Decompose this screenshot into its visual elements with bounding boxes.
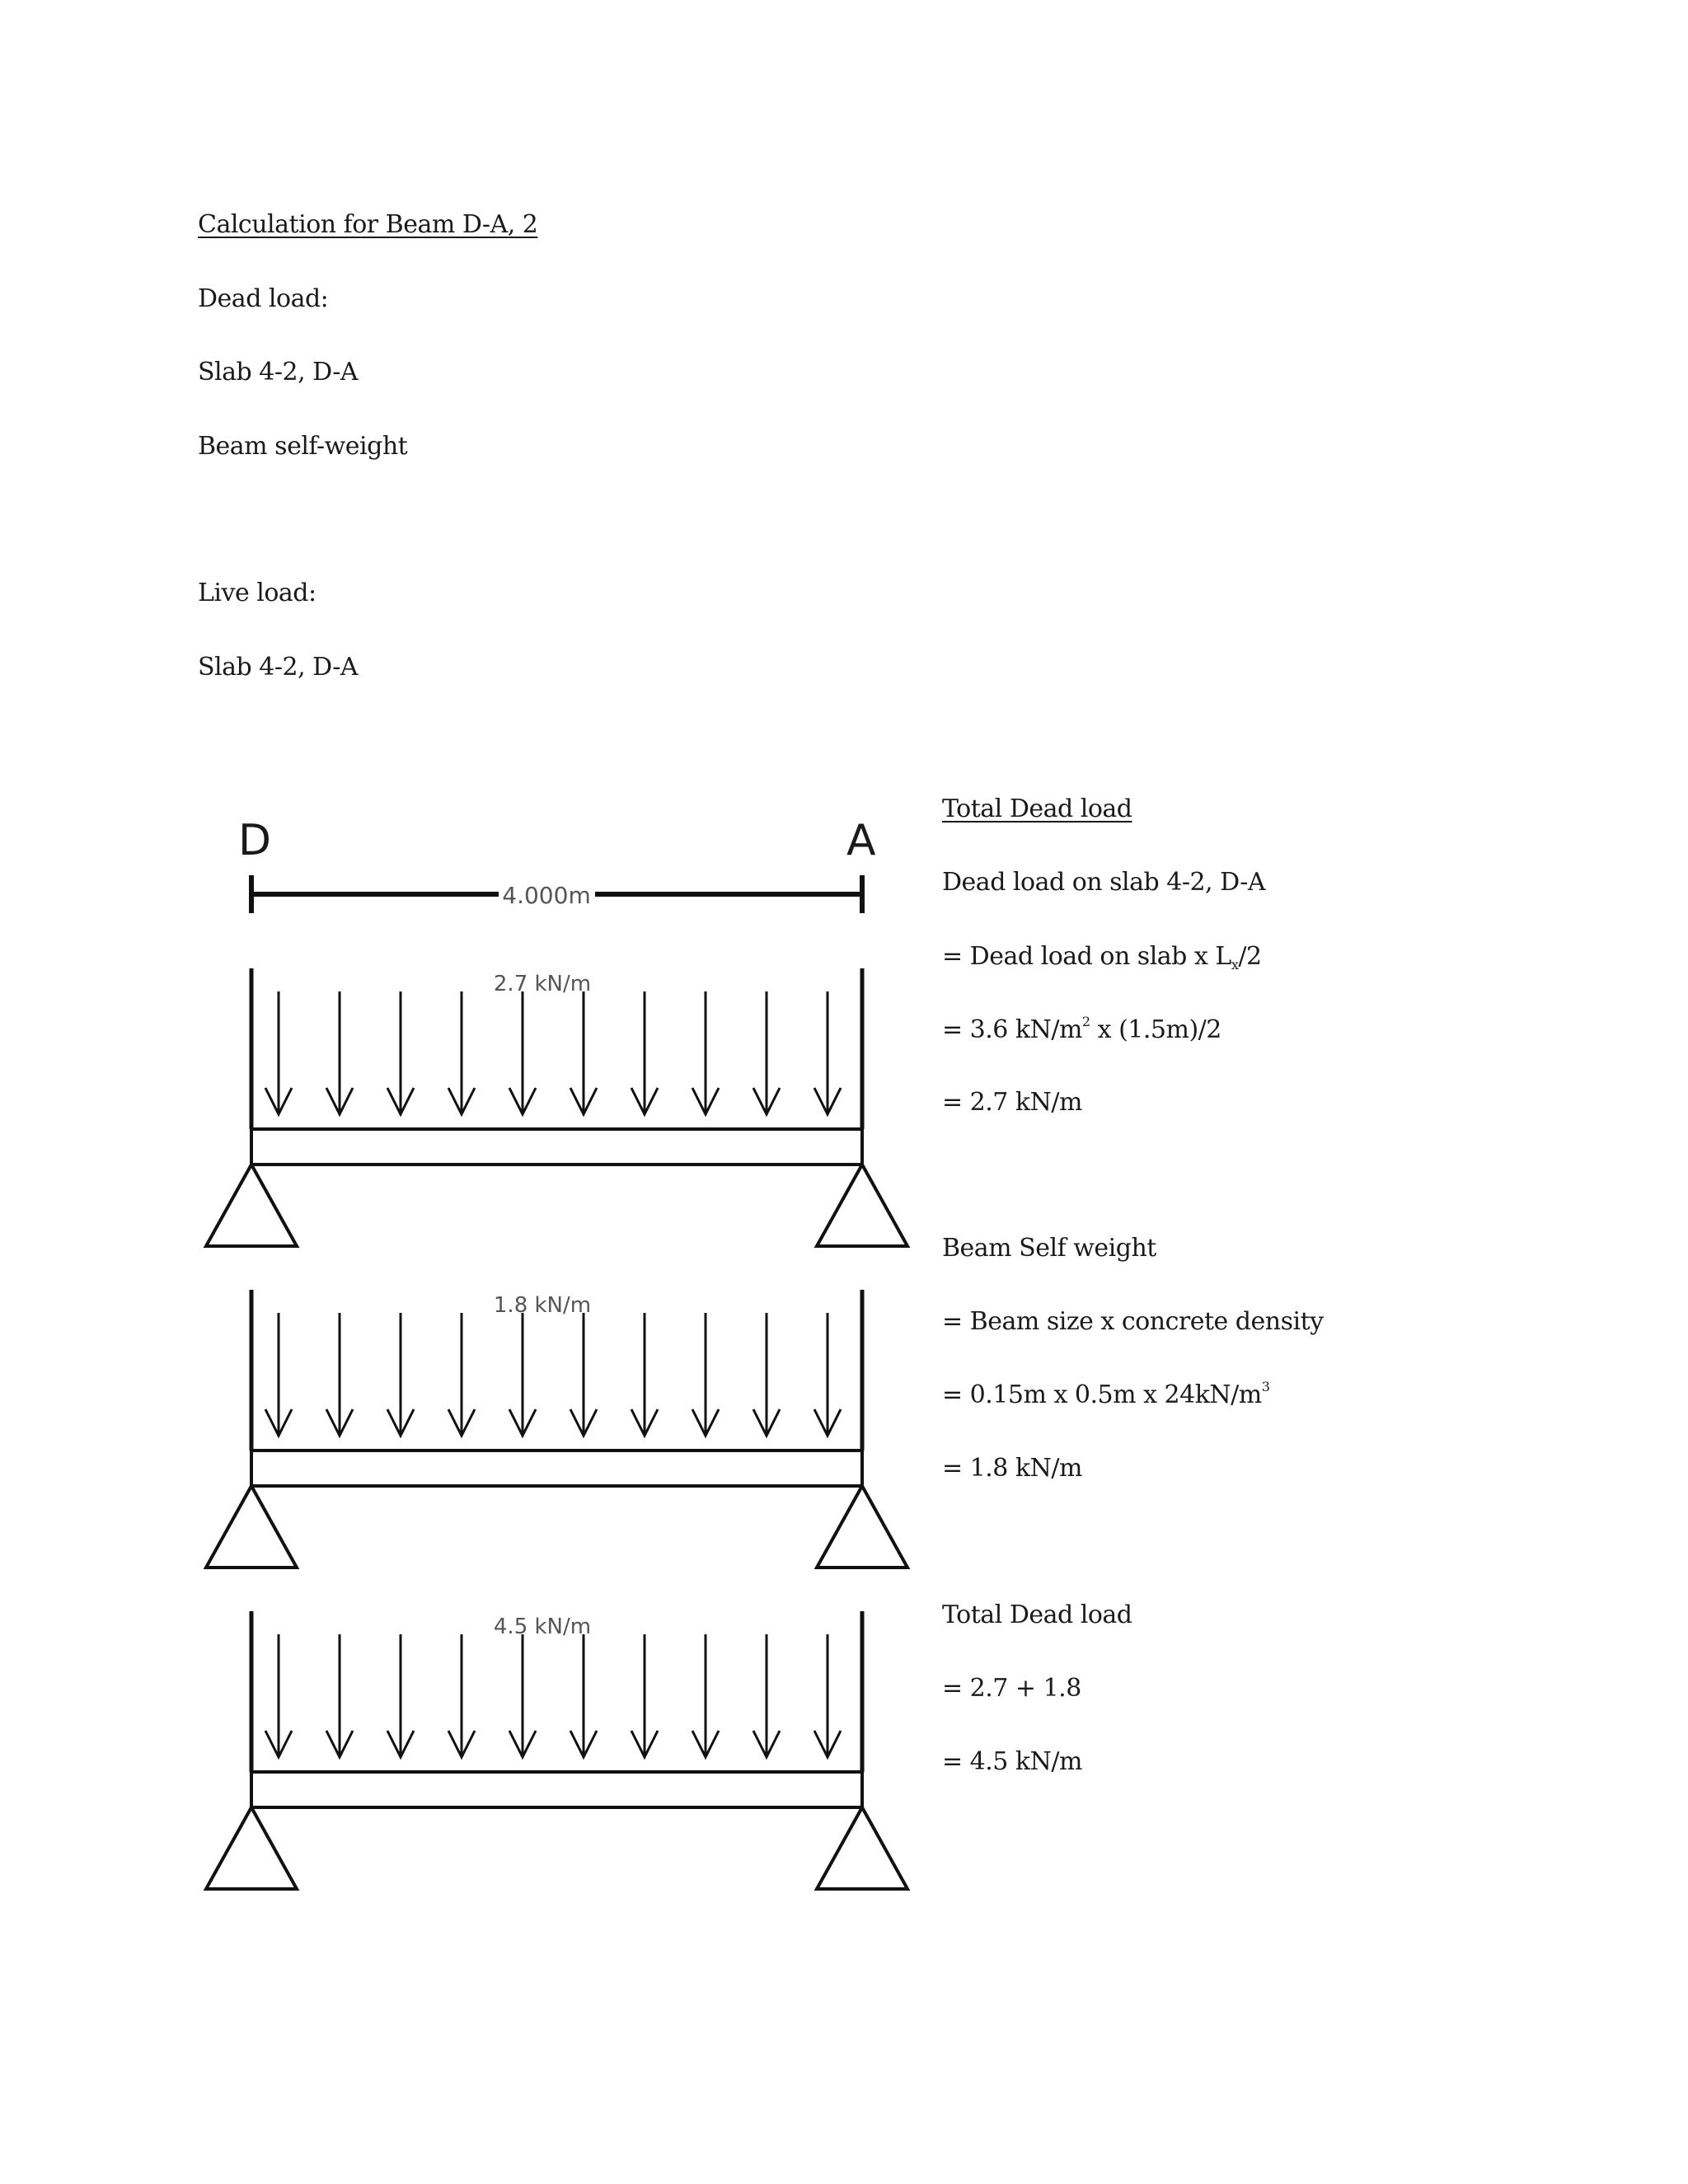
dead-load-heading: Dead load: — [198, 284, 329, 313]
total-dead-load-heading: Total Dead load — [942, 1601, 1132, 1629]
load-label-beam-2: 1.8 kN/m — [493, 1293, 592, 1318]
support-label-a: A — [846, 816, 876, 865]
support-left-triangle — [206, 1807, 297, 1889]
support-right-triangle — [817, 1165, 907, 1246]
dead-load-item-beam-self-weight: Beam self-weight — [198, 432, 408, 461]
slab-equation-3: = 2.7 kN/m — [942, 1088, 1082, 1117]
support-right-triangle — [817, 1807, 907, 1889]
support-label-d: D — [238, 816, 272, 865]
live-load-heading: Live load: — [198, 579, 316, 607]
self-weight-equation-1: = Beam size x concrete density — [942, 1307, 1324, 1336]
slab-equation-2: = 3.6 $kN/m^2$ x (1.5m)/2 — [942, 1014, 1221, 1044]
support-right-triangle — [817, 1486, 907, 1568]
support-left-triangle — [206, 1165, 297, 1246]
support-left-triangle — [206, 1486, 297, 1568]
span-length-label: 4.000m — [502, 882, 591, 909]
slab-equation-1: = Dead load on slab x $L_x/2$ — [942, 942, 1262, 972]
total-equation-1: = 2.7 + 1.8 — [942, 1674, 1081, 1703]
slab-dead-load-heading: Dead load on slab 4-2, D-A — [942, 868, 1266, 897]
page-title: Calculation for Beam D-A, 2 — [198, 210, 538, 239]
live-load-item-slab: Slab 4-2, D-A — [198, 653, 359, 682]
beam-3 — [206, 1611, 907, 1889]
total-dead-load-title: Total Dead load — [942, 794, 1132, 823]
self-weight-equation-3: = 1.8 kN/m — [942, 1454, 1082, 1483]
dead-load-item-slab: Slab 4-2, D-A — [198, 358, 359, 387]
span-dimension — [238, 816, 876, 913]
total-equation-2: = 4.5 kN/m — [942, 1747, 1082, 1776]
beam-2 — [206, 1290, 907, 1568]
beam-self-weight-heading: Beam Self weight — [942, 1234, 1156, 1263]
beam-body — [251, 1129, 862, 1165]
self-weight-equation-2: = 0.15m x 0.5m x $24kN/m^3$ — [942, 1379, 1270, 1409]
load-label-beam-3: 4.5 kN/m — [493, 1615, 592, 1639]
beam-body — [251, 1451, 862, 1486]
beam-1 — [206, 968, 907, 1246]
beam-body — [251, 1772, 862, 1807]
load-label-beam-1: 2.7 kN/m — [493, 972, 592, 996]
